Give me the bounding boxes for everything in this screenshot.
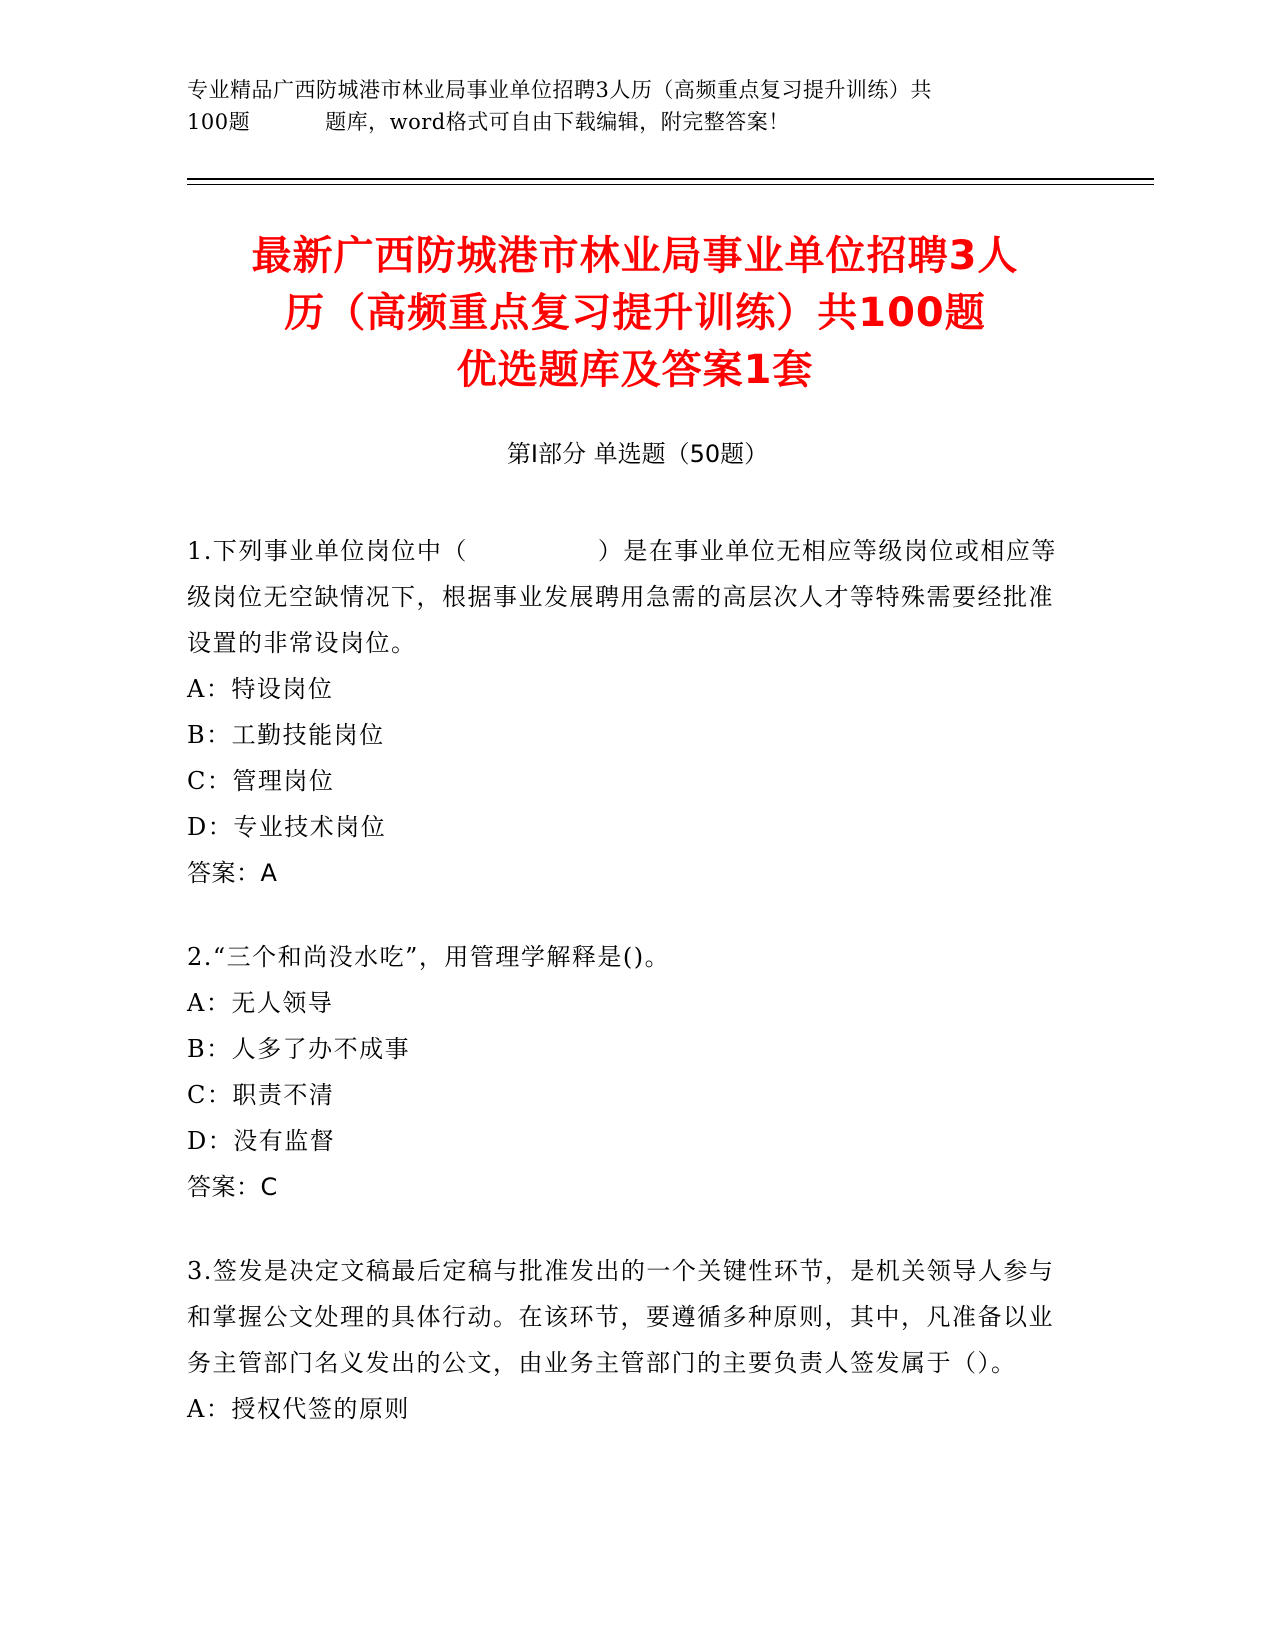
document-title (150, 228, 1120, 399)
header-line-2 (187, 106, 1067, 138)
title-line-3: 优选题库及答案1套 (456, 347, 814, 393)
question-1 (187, 528, 1067, 896)
question-stem (187, 528, 1067, 666)
option-c: C：管理岗位 (187, 767, 335, 795)
option-a: A：特设岗位 (187, 675, 334, 703)
question-2 (187, 934, 1067, 1210)
title-line-1: 最新广西防城港市林业局事业单位招聘3人 (251, 233, 1019, 279)
header-line-1: 专业精品广西防城港市林业局事业单位招聘3人历（高频重点复习提升训练）共 (187, 78, 932, 102)
option-d: D：专业技术岗位 (187, 813, 387, 841)
option-d: D：没有监督 (187, 1127, 336, 1155)
question-stem: 3.签发是决定文稿最后定稿与批准发出的一个关键性环节，是机关领导人参与和掌握公文处理的具体行动。在该环节，要遵循多种原则，其中，凡准备以业务主管部门名义发出的公文，由业务主管部门的主要负责人签发属于（）。 (187, 1257, 1055, 1377)
header-line-2-right: 题库，word格式可自由下载编辑，附完整答案！ (325, 110, 790, 134)
option-c: C：职责不清 (187, 1081, 335, 1109)
header-divider-thick (187, 178, 1154, 180)
header-line-2-left: 100题 (187, 110, 251, 134)
option-b: B：工勤技能岗位 (187, 721, 385, 749)
option-a: A：授权代签的原则 (187, 1395, 410, 1423)
question-list (187, 528, 1067, 1470)
question-stem-part: 1.下列事业单位岗位中（ (187, 537, 468, 565)
question-stem-part: ）是在事业单位无相应等级岗位或相应等级岗位无空缺情况下，根据事业发展聘用急需的高层次人才等特殊需要经批准设置的非常设岗位。 (187, 537, 1057, 657)
document-header (187, 74, 1067, 138)
header-divider-thin (187, 184, 1154, 185)
option-b: B：人多了办不成事 (187, 1035, 411, 1063)
section-title: 第Ⅰ部分 单选题（50题） (506, 440, 769, 468)
answer: 答案：A (187, 859, 278, 887)
answer: 答案：C (187, 1173, 278, 1201)
question-3 (187, 1248, 1067, 1432)
option-a: A：无人领导 (187, 989, 334, 1017)
title-line-2: 历（高频重点复习提升训练）共100题 (284, 290, 986, 336)
question-stem: 2.“三个和尚没水吃”，用管理学解释是()。 (187, 943, 671, 971)
